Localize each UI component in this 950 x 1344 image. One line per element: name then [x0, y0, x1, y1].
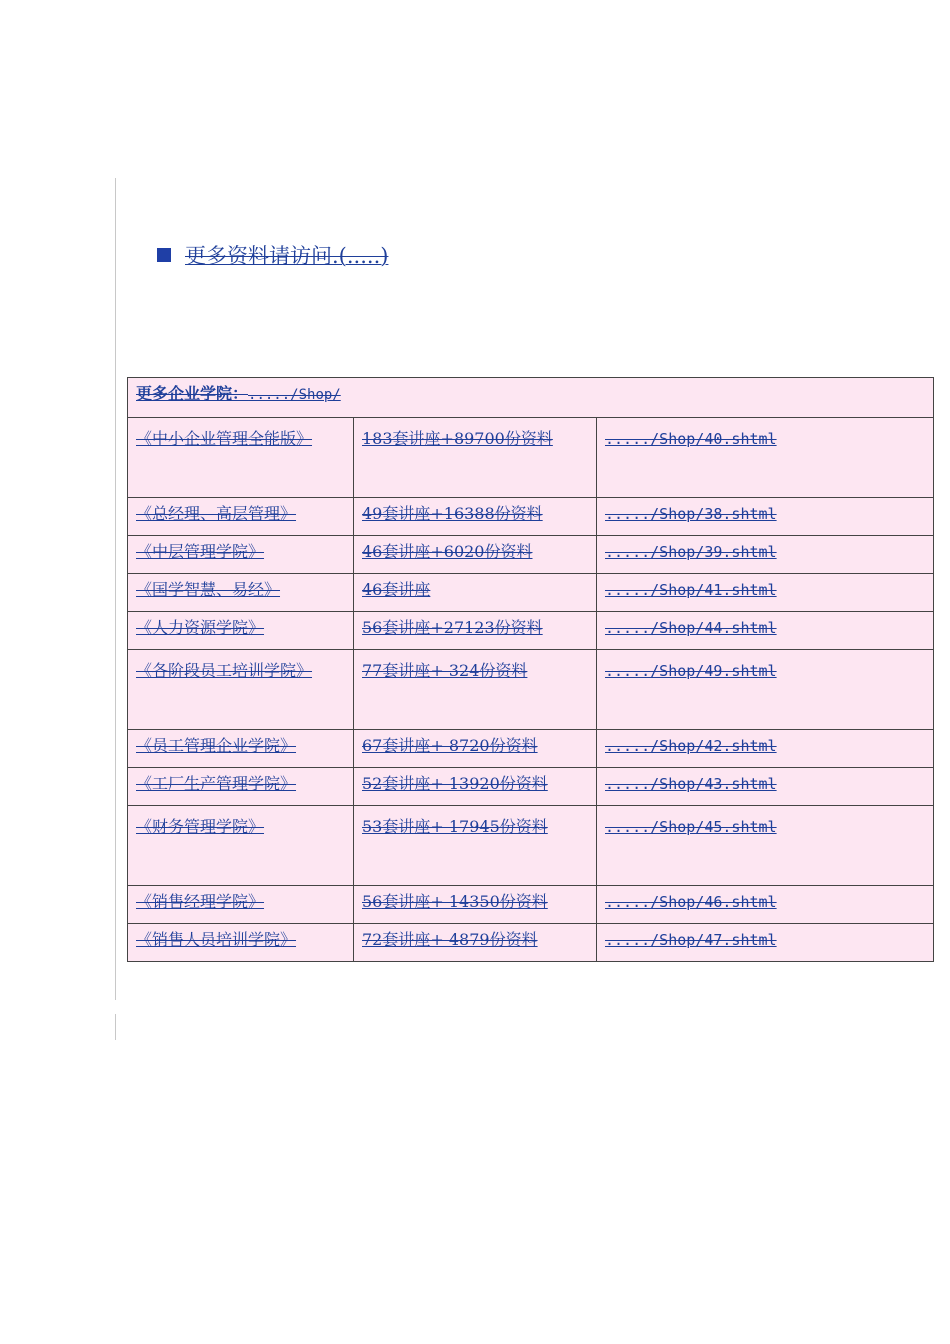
course-count-cell [354, 730, 597, 768]
course-url-link[interactable]: ...../Shop/43.shtml [605, 775, 777, 793]
table-row [128, 574, 934, 612]
course-url-cell [597, 730, 934, 768]
course-count-link[interactable]: 46套讲座 [362, 580, 431, 599]
table-row [128, 536, 934, 574]
course-name-cell [128, 806, 354, 886]
course-name-cell [128, 536, 354, 574]
course-name-cell [128, 612, 354, 650]
table-row [128, 806, 934, 886]
course-count-cell [354, 924, 597, 962]
course-count-cell [354, 418, 597, 498]
course-name-cell [128, 574, 354, 612]
course-count-link[interactable]: 46套讲座+6020份资料 [362, 542, 533, 561]
table-header-row [128, 378, 934, 418]
course-count-cell [354, 612, 597, 650]
course-count-link[interactable]: 52套讲座+ 13920份资料 [362, 774, 548, 793]
course-url-cell [597, 650, 934, 730]
course-count-link[interactable]: 56套讲座+27123份资料 [362, 618, 543, 637]
table-row [128, 924, 934, 962]
course-url-link[interactable]: ...../Shop/44.shtml [605, 619, 777, 637]
course-name-cell [128, 886, 354, 924]
course-name-link[interactable]: 《销售经理学院》 [136, 892, 265, 911]
table-header-cell [128, 378, 934, 418]
course-url-link[interactable]: ...../Shop/38.shtml [605, 505, 777, 523]
course-url-cell [597, 768, 934, 806]
table-row [128, 730, 934, 768]
course-name-cell [128, 730, 354, 768]
course-url-cell [597, 924, 934, 962]
course-count-link[interactable]: 49套讲座+16388份资料 [362, 504, 543, 523]
course-url-link[interactable]: ...../Shop/45.shtml [605, 818, 777, 836]
margin-line [115, 178, 116, 1000]
table-row [128, 768, 934, 806]
course-count-link[interactable]: 77套讲座+ 324份资料 [362, 661, 528, 680]
course-count-link[interactable]: 67套讲座+ 8720份资料 [362, 736, 538, 755]
course-url-cell [597, 418, 934, 498]
course-count-cell [354, 768, 597, 806]
course-name-cell [128, 768, 354, 806]
course-count-link[interactable]: 72套讲座+ 4879份资料 [362, 930, 538, 949]
table-row [128, 418, 934, 498]
course-url-cell [597, 886, 934, 924]
course-count-link[interactable]: 183套讲座+89700份资料 [362, 429, 553, 448]
course-url-link[interactable]: ...../Shop/42.shtml [605, 737, 777, 755]
course-url-cell [597, 536, 934, 574]
course-url-link[interactable]: ...../Shop/47.shtml [605, 931, 777, 949]
course-count-cell [354, 498, 597, 536]
course-name-link[interactable]: 《员工管理企业学院》 [136, 736, 297, 755]
course-count-cell [354, 574, 597, 612]
course-url-cell [597, 612, 934, 650]
course-name-cell [128, 418, 354, 498]
course-name-cell [128, 498, 354, 536]
course-url-cell [597, 806, 934, 886]
header-label[interactable]: 更多企业学院： [136, 384, 249, 403]
course-url-link[interactable]: ...../Shop/39.shtml [605, 543, 777, 561]
course-count-cell [354, 886, 597, 924]
course-name-link[interactable]: 《中小企业管理全能版》 [136, 429, 313, 448]
course-url-cell [597, 498, 934, 536]
course-name-link[interactable]: 《中层管理学院》 [136, 542, 265, 561]
course-url-link[interactable]: ...../Shop/46.shtml [605, 893, 777, 911]
header-url-link[interactable]: ...../Shop/ [248, 387, 341, 403]
more-resources-link[interactable]: 更多资料请访问.(.....) [185, 244, 389, 268]
course-url-link[interactable]: ...../Shop/41.shtml [605, 581, 777, 599]
table-row [128, 650, 934, 730]
course-url-cell [597, 574, 934, 612]
shop-table [127, 377, 934, 962]
table-row [128, 612, 934, 650]
margin-line [115, 1014, 116, 1040]
course-name-link[interactable]: 《工厂生产管理学院》 [136, 774, 297, 793]
course-count-link[interactable]: 53套讲座+ 17945份资料 [362, 817, 548, 836]
square-bullet-icon [157, 248, 171, 262]
course-count-cell [354, 536, 597, 574]
table-row [128, 886, 934, 924]
course-name-link[interactable]: 《总经理、高层管理》 [136, 504, 297, 523]
course-name-cell [128, 650, 354, 730]
course-count-cell [354, 650, 597, 730]
course-url-link[interactable]: ...../Shop/40.shtml [605, 430, 777, 448]
heading [157, 240, 388, 270]
table-row [128, 498, 934, 536]
course-name-link[interactable]: 《销售人员培训学院》 [136, 930, 297, 949]
course-name-link[interactable]: 《财务管理学院》 [136, 817, 265, 836]
course-url-link[interactable]: ...../Shop/49.shtml [605, 662, 777, 680]
course-name-link[interactable]: 《人力资源学院》 [136, 618, 265, 637]
course-name-link[interactable]: 《国学智慧、易经》 [136, 580, 281, 599]
course-count-cell [354, 806, 597, 886]
course-count-link[interactable]: 56套讲座+ 14350份资料 [362, 892, 548, 911]
course-name-link[interactable]: 《各阶段员工培训学院》 [136, 661, 313, 680]
course-name-cell [128, 924, 354, 962]
